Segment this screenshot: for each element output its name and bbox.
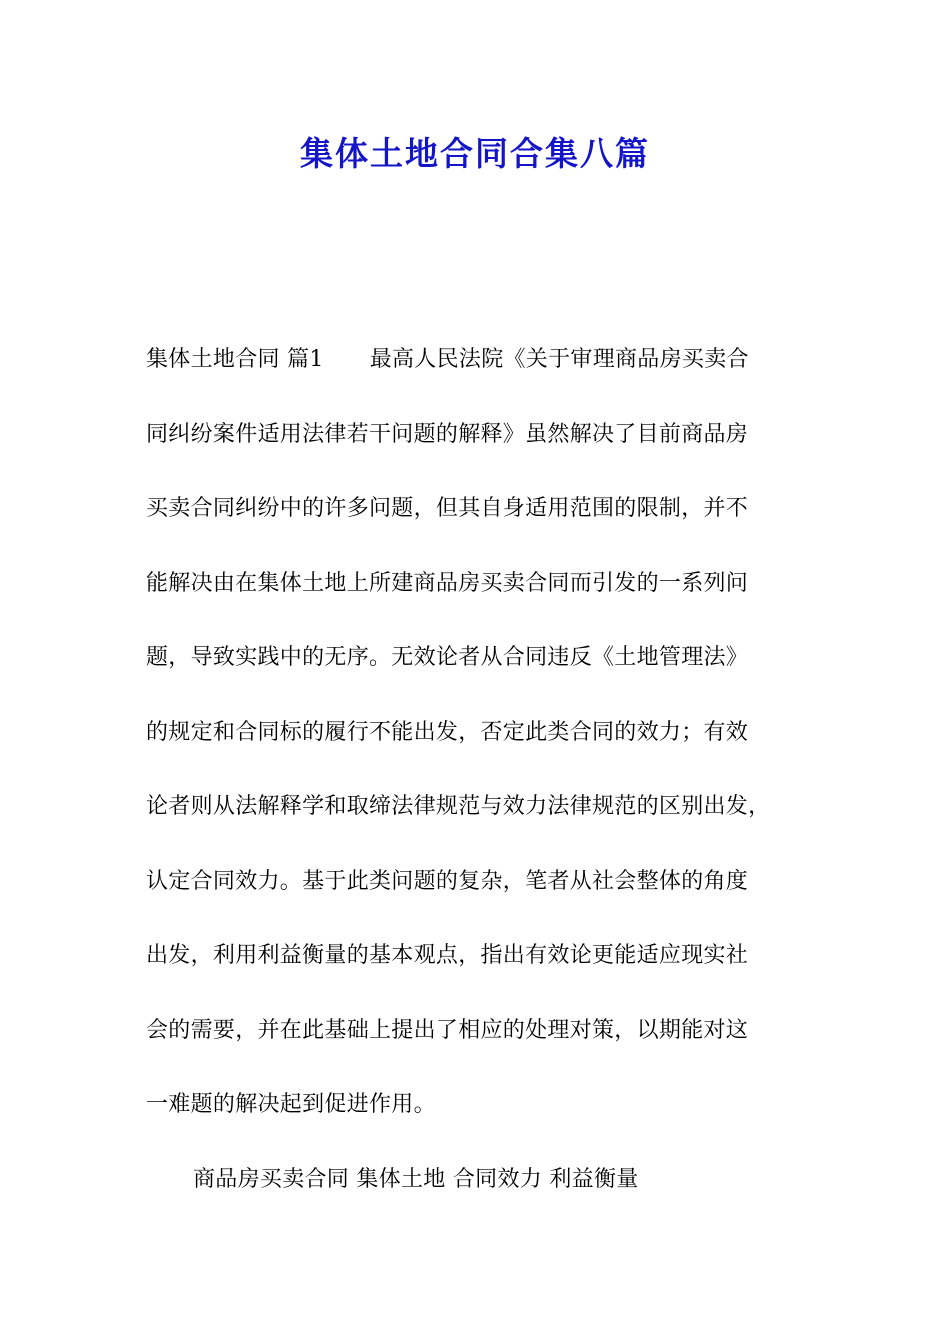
body-line-7: 论者则从法解释学和取缔法律规范与效力法律规范的区别出发， xyxy=(146,794,771,819)
body-line-9: 出发，利用利益衡量的基本观点，指出有效论更能适应现实社 xyxy=(146,943,749,968)
body-line-text: 最高人民法院《关于审理商品房买卖合 xyxy=(369,347,749,372)
body-line-2: 同纠纷案件适用法律若干问题的解释》虽然解决了目前商品房 xyxy=(146,421,749,447)
document-body xyxy=(146,340,814,1160)
body-line-10: 会的需要，并在此基础上提出了相应的处理对策，以期能对这 xyxy=(146,1017,749,1043)
body-line-3: 买卖合同纠纷中的许多问题，但其自身适用范围的限制，并不 xyxy=(146,496,749,521)
document-title: 集体土地合同合集八篇 xyxy=(300,134,650,173)
body-line-8: 认定合同效力。基于此类问题的复杂，笔者从社会整体的角度 xyxy=(146,868,749,894)
body-line-6: 的规定和合同标的履行不能出发，否定此类合同的效力；有效 xyxy=(146,719,749,745)
section-heading: 集体土地合同 篇1 xyxy=(146,347,324,372)
keywords-line: 商品房买卖合同 集体土地 合同效力 利益衡量 xyxy=(193,1167,639,1192)
body-line-11: 一难题的解决起到促进作用。 xyxy=(146,1092,436,1117)
body-line-4: 能解决由在集体土地上所建商品房买卖合同而引发的一系列问 xyxy=(146,570,749,596)
body-line-1 xyxy=(146,340,814,415)
body-line-5: 题，导致实践中的无序。无效论者从合同违反《土地管理法》 xyxy=(146,645,749,670)
